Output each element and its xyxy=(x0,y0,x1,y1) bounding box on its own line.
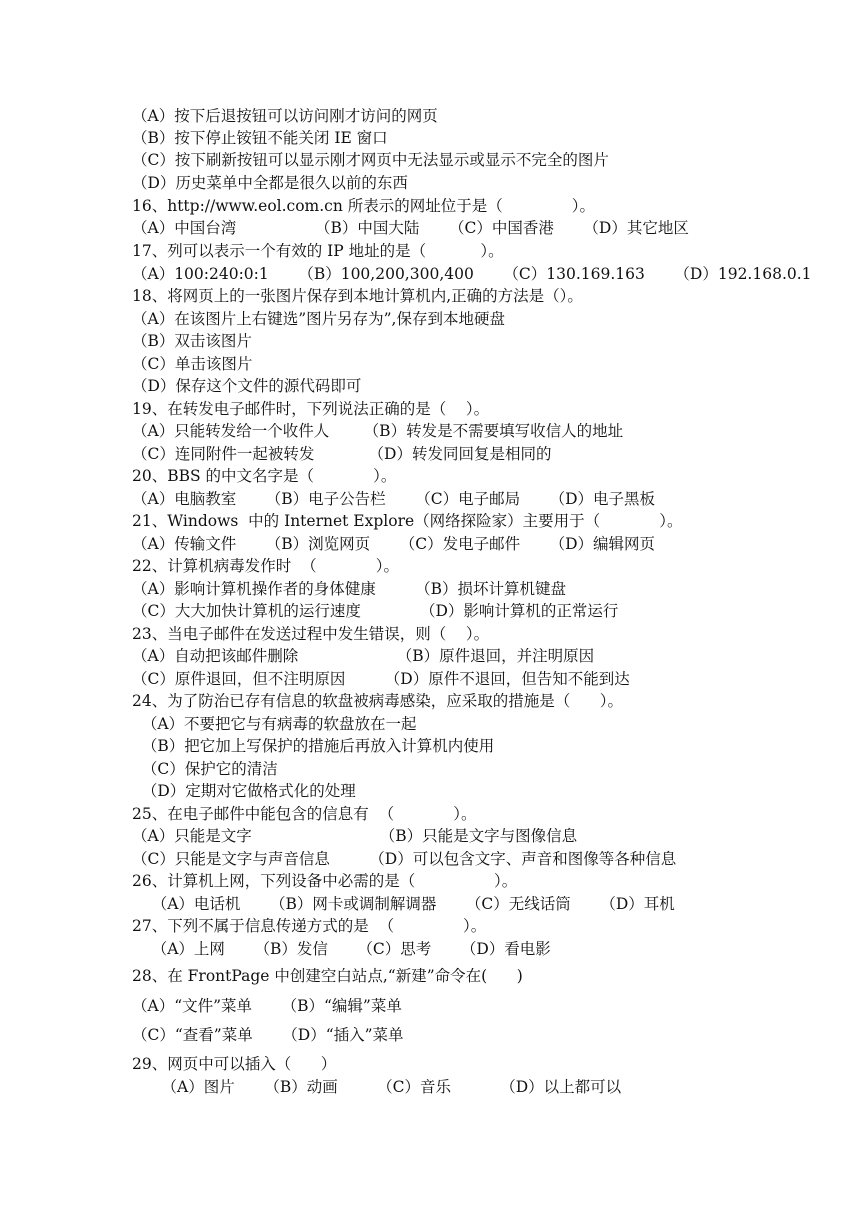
q20-options: （A）电脑教室 （B）电子公告栏 （C）电子邮局 （D）电子黑板 xyxy=(132,490,656,508)
question-20: 20、BBS 的中文名字是（ ）。 xyxy=(132,467,397,485)
q19-options-cd: （C）连同附件一起被转发 （D）转发同回复是相同的 xyxy=(132,445,552,463)
q18-option-c: （C）单击该图片 xyxy=(132,355,253,373)
q18-option-b: （B）双击该图片 xyxy=(132,332,252,350)
question-18: 18、将网页上的一张图片保存到本地计算机内,正确的方法是（）。 xyxy=(132,287,583,305)
question-23: 23、当电子邮件在发送过程中发生错误，则（ ）。 xyxy=(132,625,490,643)
question-16: 16、http://www.eol.com.cn 所表示的网址位于是（ ）。 xyxy=(132,197,595,215)
q25-options-ab: （A）只能是文字 （B）只能是文字与图像信息 xyxy=(132,827,578,845)
question-24: 24、为了防治已存有信息的软盘被病毒感染，应采取的措施是（ ）。 xyxy=(132,692,624,710)
q15-option-a: （A）按下后退按钮可以访问刚才访问的网页 xyxy=(132,107,438,125)
question-28: 28、在 FrontPage 中创建空白站点,“新建”命令在( ) xyxy=(132,967,523,985)
q18-option-a: （A）在该图片上右键选”图片另存为”,保存到本地硬盘 xyxy=(132,310,505,328)
q16-options: （A）中国台湾 （B）中国大陆 （C）中国香港 （D）其它地区 xyxy=(132,219,689,237)
q24-option-c: （C）保护它的清洁 xyxy=(132,760,278,778)
question-19: 19、在转发电子邮件时，下列说法正确的是（ ）。 xyxy=(132,400,490,418)
q25-options-cd: （C）只能是文字与声音信息 （D）可以包含文字、声音和图像等各种信息 xyxy=(132,850,677,868)
q15-option-c: （C）按下刷新按钮可以显示刚才网页中无法显示或显示不完全的图片 xyxy=(132,151,609,169)
question-22: 22、计算机病毒发作时 （ ）。 xyxy=(132,557,399,575)
question-17: 17、列可以表示一个有效的 IP 地址的是（ ）。 xyxy=(132,242,504,260)
q19-options-ab: （A）只能转发给一个收件人 （B）转发是不需要填写收信人的地址 xyxy=(132,422,624,440)
q27-options: （A）上网 （B）发信 （C）思考 （D）看电影 xyxy=(132,940,551,958)
q18-option-d: （D）保存这个文件的源代码即可 xyxy=(132,377,362,395)
q22-options-cd: （C）大大加快计算机的运行速度 （D）影响计算机的正常运行 xyxy=(132,602,619,620)
q22-options-ab: （A）影响计算机操作者的身体健康 （B）损坏计算机键盘 xyxy=(132,580,567,598)
q28-options-cd: （C）“查看”菜单 （D）“插入”菜单 xyxy=(132,1026,404,1044)
q23-options-ab: （A）自动把该邮件删除 （B）原件退回，并注明原因 xyxy=(132,647,595,665)
question-27: 27、下列不属于信息传递方式的是 （ ）。 xyxy=(132,917,487,935)
q15-option-d: （D）历史菜单中全都是很久以前的东西 xyxy=(132,174,408,192)
q15-option-b: （B）按下停止铵钮不能关闭 IE 窗口 xyxy=(132,129,388,147)
q29-options: （A）图片 （B）动画 （C）音乐 （D）以上都可以 xyxy=(132,1078,622,1096)
q26-options: （A）电话机 （B）网卡或调制解调器 （C）无线话筒 （D）耳机 xyxy=(132,895,675,913)
question-21: 21、Windows 中的 Internet Explore（网络探险家）主要用于（ ）。 xyxy=(132,512,683,530)
question-29: 29、网页中可以插入（ ） xyxy=(132,1055,337,1073)
q28-options-ab: （A）“文件”菜单 （B）“编辑”菜单 xyxy=(132,997,402,1015)
q21-options: （A）传输文件 （B）浏览网页 （C）发电子邮件 （D）编辑网页 xyxy=(132,535,656,553)
q17-options: （A）100:240:0:1 （B）100,200,300,400 （C）130.169.163 （D）192.168.0.1 xyxy=(132,265,812,283)
q24-option-d: （D）定期对它做格式化的处理 xyxy=(132,782,356,800)
q24-option-a: （A）不要把它与有病毒的软盘放在一起 xyxy=(132,715,417,733)
question-26: 26、计算机上网，下列设备中必需的是（ ）。 xyxy=(132,872,518,890)
q23-options-cd: （C）原件退回，但不注明原因 （D）原件不退回，但告知不能到达 xyxy=(132,670,630,688)
question-25: 25、在电子邮件中能包含的信息有 （ ）。 xyxy=(132,805,477,823)
q24-option-b: （B）把它加上写保护的措施后再放入计算机内使用 xyxy=(132,737,495,755)
